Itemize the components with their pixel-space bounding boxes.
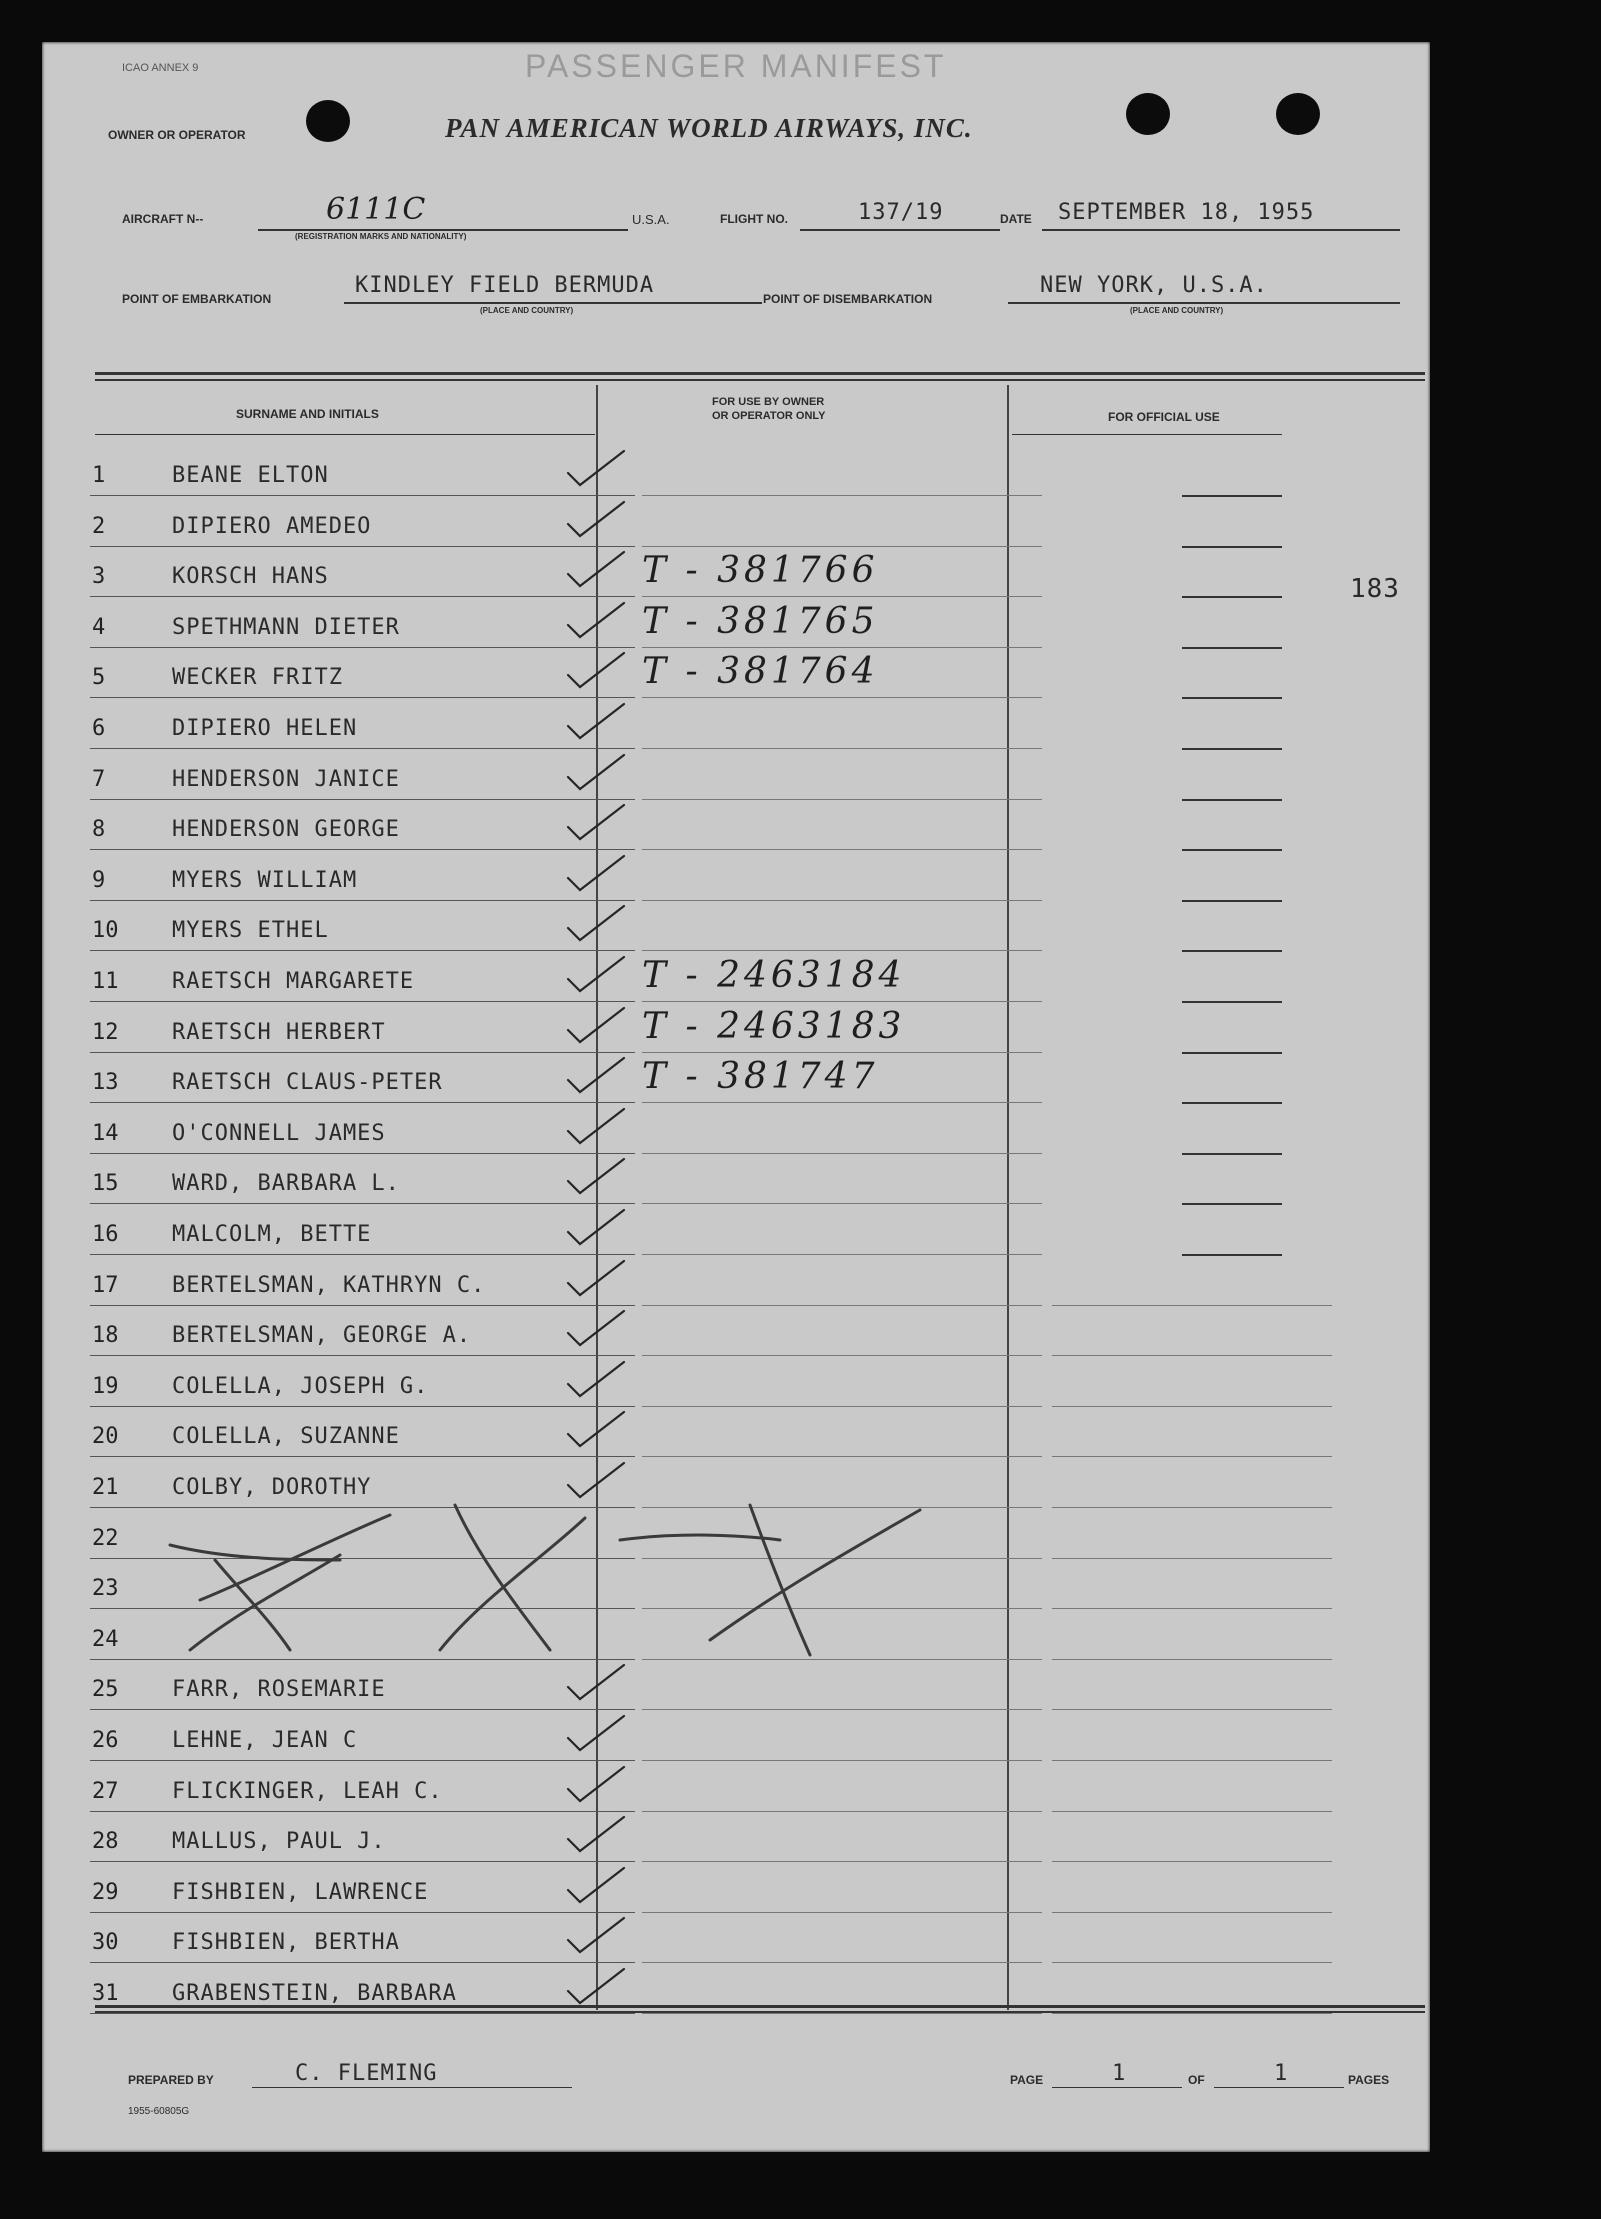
manifest-stamp: PASSENGER MANIFEST <box>525 48 947 84</box>
passenger-name: FISHBIEN, BERTHA <box>172 1930 400 1956</box>
row-number: 30 <box>92 1930 119 1956</box>
passenger-name: BERTELSMAN, KATHRYN C. <box>172 1272 486 1298</box>
row-number: 22 <box>92 1525 119 1551</box>
date-label: DATE <box>1000 212 1032 226</box>
row-number: 26 <box>92 1728 119 1753</box>
prepared-value: C. FLEMING <box>295 2061 438 2086</box>
row-number: 18 <box>92 1323 119 1349</box>
of-underline <box>1214 2087 1344 2088</box>
row-number: 1 <box>92 463 106 488</box>
place-note: (PLACE AND COUNTRY) <box>480 306 574 315</box>
passenger-name: LEHNE, JEAN C <box>172 1728 358 1753</box>
passenger-name: RAETSCH CLAUS-PETER <box>172 1070 443 1096</box>
flight-value: 137/19 <box>858 200 944 225</box>
row-number: 20 <box>92 1424 119 1450</box>
row-number: 29 <box>92 1879 119 1905</box>
aircraft-value: 6111C <box>326 192 426 227</box>
ticket-reference: T - 381766 <box>642 550 879 592</box>
prepared-label: PREPARED BY <box>128 2073 214 2087</box>
passenger-name: COLELLA, JOSEPH G. <box>172 1373 429 1399</box>
passenger-name: MALLUS, PAUL J. <box>172 1829 386 1855</box>
place-note-2: (PLACE AND COUNTRY) <box>1130 306 1224 315</box>
ticket-reference: T - 381747 <box>642 1056 879 1098</box>
owner-label: OWNER OR OPERATOR <box>108 128 246 142</box>
passenger-name: DIPIERO HELEN <box>172 716 358 741</box>
passenger-name: FARR, ROSEMARIE <box>172 1677 386 1703</box>
row-number: 25 <box>92 1677 119 1703</box>
row-number: 28 <box>92 1829 119 1855</box>
registration-note: (REGISTRATION MARKS AND NATIONALITY) <box>295 232 467 241</box>
embark-value: KINDLEY FIELD BERMUDA <box>355 273 655 298</box>
row-number: 23 <box>92 1576 119 1602</box>
row-number: 24 <box>92 1626 119 1652</box>
ticket-reference: T - 381765 <box>642 600 879 642</box>
passenger-name: GRABENSTEIN, BARBARA <box>172 1981 457 2006</box>
aircraft-label: AIRCRAFT N-- <box>122 212 204 226</box>
of-label: OF <box>1188 2073 1205 2087</box>
form-ref-top: ICAO ANNEX 9 <box>122 62 199 74</box>
passenger-name: FLICKINGER, LEAH C. <box>172 1778 443 1804</box>
form-code: 1955-60805G <box>128 2106 190 2117</box>
date-value: SEPTEMBER 18, 1955 <box>1058 200 1315 225</box>
ticket-reference: T - 381764 <box>642 651 879 693</box>
passenger-name: RAETSCH MARGARETE <box>172 969 415 994</box>
page-label: PAGE <box>1010 2073 1044 2087</box>
row-number: 27 <box>92 1778 119 1804</box>
passenger-name: O'CONNELL JAMES <box>172 1120 386 1146</box>
passenger-name: WARD, BARBARA L. <box>172 1171 400 1197</box>
row-number: 4 <box>92 614 106 640</box>
row-number: 17 <box>92 1272 119 1298</box>
row-number: 10 <box>92 918 119 944</box>
pages-label: PAGES <box>1348 2073 1390 2087</box>
passenger-name: SPETHMANN DIETER <box>172 614 400 640</box>
airline-name: PAN AMERICAN WORLD AIRWAYS, INC. <box>445 113 973 143</box>
passenger-name: DIPIERO AMEDEO <box>172 513 372 539</box>
column-header-name: SURNAME AND INITIALS <box>236 407 379 421</box>
ticket-reference: T - 2463184 <box>642 955 906 996</box>
passenger-name: MYERS ETHEL <box>172 918 329 944</box>
passenger-name: MYERS WILLIAM <box>172 867 358 893</box>
row-number: 15 <box>92 1171 119 1197</box>
passenger-name: RAETSCH HERBERT <box>172 1019 386 1045</box>
column-header-owner-2: OR OPERATOR ONLY <box>712 410 826 422</box>
of-value: 1 <box>1274 2061 1289 2086</box>
row-number: 9 <box>92 867 106 893</box>
passenger-name: HENDERSON GEORGE <box>172 817 400 843</box>
page-underline <box>1052 2087 1182 2088</box>
row-number: 16 <box>92 1222 119 1247</box>
row-number: 13 <box>92 1070 119 1096</box>
row-number: 11 <box>92 969 119 994</box>
passenger-name: KORSCH HANS <box>172 564 329 590</box>
row-number: 12 <box>92 1019 119 1045</box>
usa-label: U.S.A. <box>632 212 670 227</box>
prepared-underline <box>252 2087 572 2088</box>
disembark-value: NEW YORK, U.S.A. <box>1040 273 1268 298</box>
flight-label: FLIGHT NO. <box>720 212 788 226</box>
embark-label: POINT OF EMBARKATION <box>122 292 272 306</box>
disembark-label: POINT OF DISEMBARKATION <box>763 292 933 306</box>
passenger-name: BERTELSMAN, GEORGE A. <box>172 1323 472 1349</box>
row-number: 6 <box>92 716 106 741</box>
passenger-name: COLBY, DOROTHY <box>172 1475 372 1500</box>
row-number: 2 <box>92 513 106 539</box>
row-number: 19 <box>92 1373 119 1399</box>
passenger-name: HENDERSON JANICE <box>172 766 400 792</box>
margin-number: 183 <box>1350 574 1400 604</box>
ticket-reference: T - 2463183 <box>642 1005 906 1047</box>
page-value: 1 <box>1112 2061 1127 2086</box>
passenger-name: BEANE ELTON <box>172 463 329 488</box>
row-number: 31 <box>92 1981 119 2006</box>
row-number: 14 <box>92 1120 119 1146</box>
row-number: 5 <box>92 665 106 691</box>
passenger-name: FISHBIEN, LAWRENCE <box>172 1879 429 1905</box>
row-number: 8 <box>92 817 106 843</box>
passenger-name: WECKER FRITZ <box>172 665 343 691</box>
column-header-official: FOR OFFICIAL USE <box>1108 410 1220 424</box>
passenger-name: COLELLA, SUZANNE <box>172 1424 400 1450</box>
row-number: 21 <box>92 1475 119 1500</box>
row-number: 3 <box>92 564 106 590</box>
passenger-name: MALCOLM, BETTE <box>172 1222 372 1247</box>
column-header-owner-1: FOR USE BY OWNER <box>712 396 825 408</box>
row-number: 7 <box>92 766 106 792</box>
